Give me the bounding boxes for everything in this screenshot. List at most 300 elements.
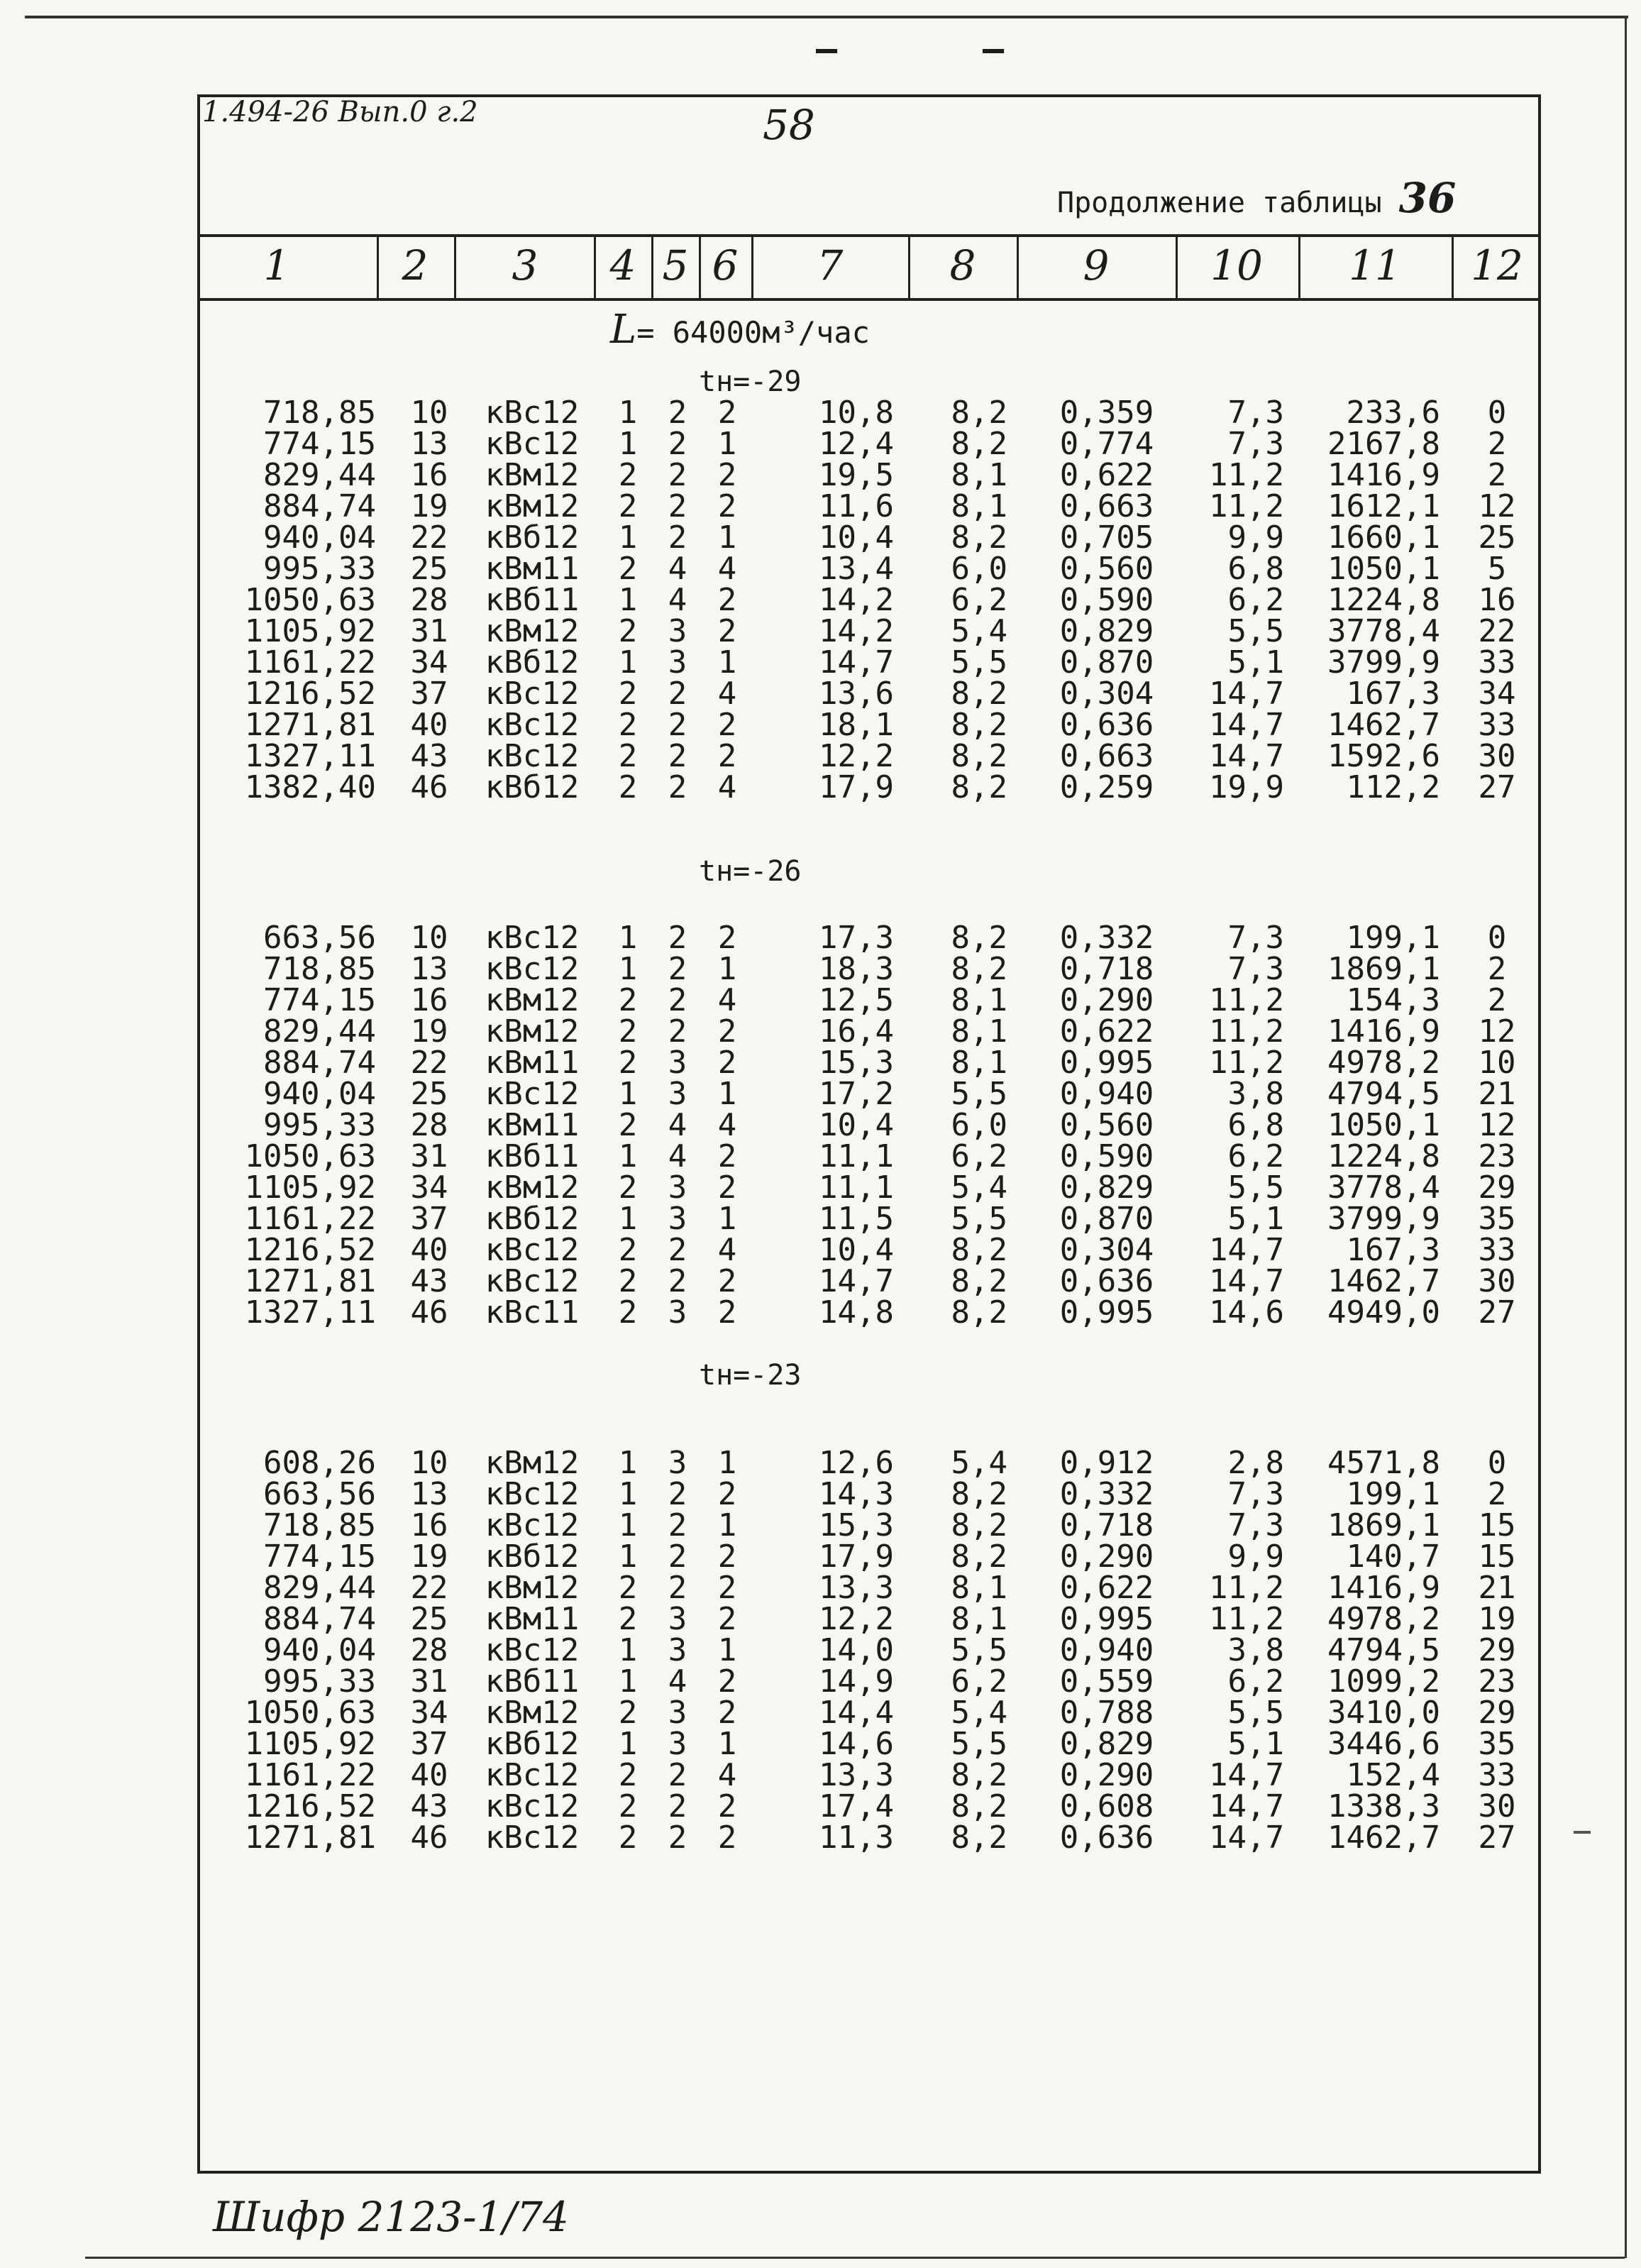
table-cell-col12: 12 (1478, 1013, 1516, 1050)
table-cell-col6: 1 (717, 644, 737, 681)
table-cell-col5: 2 (668, 738, 687, 774)
table-cell-col12: 33 (1478, 707, 1516, 743)
table-cell-col11: 3778,4 (1327, 1169, 1440, 1206)
table-cell-col5: 3 (668, 1045, 687, 1081)
table-cell-col10: 14,7 (1209, 1788, 1284, 1824)
table-cell-col8: 6,2 (951, 1663, 1007, 1700)
table-cell-col3: кВс12 (485, 1820, 580, 1856)
table-cell-col8: 8,1 (951, 1601, 1007, 1637)
column-header-10: 10 (1210, 241, 1263, 290)
header-bottom-rule (197, 298, 1541, 301)
table-cell-col5: 3 (668, 613, 687, 649)
table-cell-col2: 13 (410, 1476, 448, 1512)
table-cell-col10: 5,5 (1227, 1695, 1284, 1731)
table-cell-col4: 2 (618, 1757, 638, 1793)
table-cell-col4: 1 (618, 644, 638, 681)
table-cell-col3: кВм12 (485, 457, 580, 493)
table-cell-col4: 1 (618, 395, 638, 431)
table-cell-col10: 7,3 (1227, 951, 1284, 987)
table-cell-col5: 2 (668, 1570, 687, 1606)
table-cell-col12: 29 (1478, 1695, 1516, 1731)
table-cell-col7: 14,4 (819, 1695, 894, 1731)
table-cell-col4: 2 (618, 707, 638, 743)
column-divider (1452, 234, 1454, 298)
table-cell-col4: 2 (618, 676, 638, 712)
table-cell-col2: 22 (410, 1045, 448, 1081)
table-cell-col3: кВс12 (485, 1757, 580, 1793)
table-cell-col11: 4571,8 (1327, 1445, 1440, 1481)
table-cell-col9: 0,940 (1059, 1076, 1154, 1112)
table-cell-col11: 1416,9 (1327, 457, 1440, 493)
table-cell-col9: 0,560 (1059, 1107, 1154, 1143)
table-cell-col11: 1224,8 (1327, 1138, 1440, 1174)
table-cell-col9: 0,259 (1059, 769, 1154, 805)
table-cell-col2: 16 (410, 982, 448, 1018)
table-cell-col10: 6,2 (1227, 1138, 1284, 1174)
table-cell-col8: 8,2 (951, 1757, 1007, 1793)
table-cell-col6: 2 (717, 920, 737, 956)
table-cell-col11: 140,7 (1346, 1538, 1440, 1575)
table-cell-col6: 1 (717, 951, 737, 987)
table-cell-col6: 2 (717, 457, 737, 493)
table-cell-col9: 0,870 (1059, 1201, 1154, 1237)
table-cell-col1: 884,74 (263, 488, 376, 524)
table-cell-col5: 4 (668, 582, 687, 618)
table-cell-col4: 2 (618, 769, 638, 805)
table-cell-col4: 1 (618, 519, 638, 556)
table-cell-col5: 2 (668, 1538, 687, 1575)
table-cell-col4: 1 (618, 426, 638, 462)
table-cell-col2: 46 (410, 1294, 448, 1331)
table-cell-col7: 11,3 (819, 1820, 894, 1856)
table-cell-col9: 0,590 (1059, 582, 1154, 618)
table-cell-col3: кВб12 (485, 1201, 580, 1237)
page-border-top (25, 16, 1628, 18)
table-cell-col8: 8,1 (951, 1045, 1007, 1081)
table-cell-col8: 8,2 (951, 1476, 1007, 1512)
table-cell-col10: 11,2 (1209, 1045, 1284, 1081)
table-cell-col6: 2 (717, 1294, 737, 1331)
table-cell-col12: 27 (1478, 1294, 1516, 1331)
table-cell-col10: 7,3 (1227, 920, 1284, 956)
table-cell-col9: 0,829 (1059, 1726, 1154, 1762)
table-cell-col10: 7,3 (1227, 426, 1284, 462)
table-cell-col2: 34 (410, 1169, 448, 1206)
table-cell-col2: 37 (410, 676, 448, 712)
table-cell-col11: 1224,8 (1327, 582, 1440, 618)
scan-mark: — (983, 28, 1005, 70)
table-cell-col5: 2 (668, 1507, 687, 1543)
table-cell-col2: 40 (410, 1232, 448, 1268)
table-cell-col1: 663,56 (263, 920, 376, 956)
table-cell-col7: 18,3 (819, 951, 894, 987)
table-cell-col7: 14,0 (819, 1632, 894, 1668)
table-cell-col3: кВс12 (485, 426, 580, 462)
table-cell-col9: 0,590 (1059, 1138, 1154, 1174)
table-cell-col12: 21 (1478, 1076, 1516, 1112)
table-cell-col11: 233,6 (1346, 395, 1440, 431)
table-cell-col11: 199,1 (1346, 920, 1440, 956)
table-cell-col3: кВм11 (485, 1107, 580, 1143)
table-cell-col6: 2 (717, 1263, 737, 1299)
table-cell-col4: 2 (618, 613, 638, 649)
table-cell-col2: 28 (410, 582, 448, 618)
table-cell-col3: кВб12 (485, 644, 580, 681)
table-cell-col5: 2 (668, 457, 687, 493)
table-cell-col7: 17,9 (819, 769, 894, 805)
table-cell-col1: 940,04 (263, 1632, 376, 1668)
table-cell-col7: 11,1 (819, 1138, 894, 1174)
table-cell-col2: 28 (410, 1107, 448, 1143)
table-cell-col5: 4 (668, 1138, 687, 1174)
column-divider (1017, 234, 1019, 298)
scan-mark (1574, 1831, 1591, 1834)
table-cell-col9: 0,290 (1059, 1757, 1154, 1793)
table-cell-col4: 2 (618, 488, 638, 524)
table-cell-col12: 35 (1478, 1201, 1516, 1237)
table-cell-col9: 0,608 (1059, 1788, 1154, 1824)
table-cell-col11: 1462,7 (1327, 1820, 1440, 1856)
table-cell-col3: кВс12 (485, 1632, 580, 1668)
table-cell-col7: 14,2 (819, 613, 894, 649)
table-cell-col9: 0,622 (1059, 457, 1154, 493)
table-cell-col5: 2 (668, 1820, 687, 1856)
table-cell-col2: 37 (410, 1726, 448, 1762)
table-cell-col10: 5,1 (1227, 1201, 1284, 1237)
table-cell-col10: 5,1 (1227, 1726, 1284, 1762)
table-cell-col2: 10 (410, 1445, 448, 1481)
table-cell-col12: 35 (1478, 1726, 1516, 1762)
header-top-rule (197, 234, 1541, 237)
table-cell-col10: 6,2 (1227, 582, 1284, 618)
table-cell-col12: 2 (1487, 426, 1507, 462)
table-cell-col7: 12,6 (819, 1445, 894, 1481)
table-cell-col1: 1161,22 (244, 1201, 376, 1237)
table-cell-col11: 1416,9 (1327, 1570, 1440, 1606)
table-cell-col4: 1 (618, 1507, 638, 1543)
table-cell-col5: 3 (668, 1445, 687, 1481)
table-cell-col6: 4 (717, 1107, 737, 1143)
table-cell-col7: 10,8 (819, 395, 894, 431)
table-cell-col1: 995,33 (263, 1663, 376, 1700)
column-divider (377, 234, 379, 298)
table-cell-col4: 2 (618, 1232, 638, 1268)
table-cell-col12: 2 (1487, 457, 1507, 493)
table-cell-col12: 12 (1478, 1107, 1516, 1143)
table-cell-col10: 14,7 (1209, 707, 1284, 743)
table-cell-col9: 0,636 (1059, 1820, 1154, 1856)
table-cell-col5: 4 (668, 551, 687, 587)
table-cell-col9: 0,663 (1059, 488, 1154, 524)
table-cell-col5: 3 (668, 1294, 687, 1331)
table-cell-col7: 17,4 (819, 1788, 894, 1824)
table-cell-col7: 11,5 (819, 1201, 894, 1237)
table-cell-col7: 12,2 (819, 738, 894, 774)
table-cell-col1: 718,85 (263, 951, 376, 987)
table-cell-col9: 0,940 (1059, 1632, 1154, 1668)
table-cell-col4: 1 (618, 1726, 638, 1762)
table-cell-col12: 30 (1478, 1788, 1516, 1824)
table-cell-col7: 15,3 (819, 1507, 894, 1543)
table-cell-col3: кВм12 (485, 1169, 580, 1206)
table-cell-col10: 6,8 (1227, 1107, 1284, 1143)
table-cell-col9: 0,560 (1059, 551, 1154, 587)
table-cell-col2: 31 (410, 1663, 448, 1700)
table-cell-col9: 0,912 (1059, 1445, 1154, 1481)
table-cell-col8: 8,1 (951, 1570, 1007, 1606)
table-cell-col8: 8,2 (951, 707, 1007, 743)
table-cell-col10: 7,3 (1227, 1507, 1284, 1543)
table-cell-col12: 10 (1478, 1045, 1516, 1081)
table-cell-col11: 1869,1 (1327, 1507, 1440, 1543)
table-cell-col8: 8,2 (951, 395, 1007, 431)
table-cell-col10: 6,8 (1227, 551, 1284, 587)
table-cell-col9: 0,290 (1059, 1538, 1154, 1575)
table-cell-col9: 0,774 (1059, 426, 1154, 462)
table-cell-col5: 3 (668, 1169, 687, 1206)
table-cell-col6: 2 (717, 1138, 737, 1174)
table-cell-col5: 4 (668, 1107, 687, 1143)
table-cell-col11: 199,1 (1346, 1476, 1440, 1512)
section-label: tн=-29 (699, 365, 802, 398)
table-cell-col8: 6,2 (951, 1138, 1007, 1174)
table-cell-col7: 17,9 (819, 1538, 894, 1575)
table-cell-col2: 19 (410, 488, 448, 524)
table-cell-col5: 2 (668, 1232, 687, 1268)
table-cell-col1: 1327,11 (244, 1294, 376, 1331)
table-cell-col6: 2 (717, 1169, 737, 1206)
table-cell-col3: кВм12 (485, 982, 580, 1018)
table-cell-col3: кВс12 (485, 1076, 580, 1112)
column-header-8: 8 (949, 241, 976, 290)
table-cell-col5: 2 (668, 1788, 687, 1824)
column-header-5: 5 (662, 241, 689, 290)
table-cell-col8: 8,2 (951, 426, 1007, 462)
table-cell-col9: 0,788 (1059, 1695, 1154, 1731)
table-cell-col7: 16,4 (819, 1013, 894, 1050)
table-cell-col12: 22 (1478, 613, 1516, 649)
table-cell-col4: 1 (618, 1445, 638, 1481)
table-cell-col3: кВб11 (485, 1663, 580, 1700)
table-cell-col11: 1592,6 (1327, 738, 1440, 774)
table-cell-col8: 5,5 (951, 1726, 1007, 1762)
document-code: 1.494-26 Вып.0 г.2 (202, 96, 478, 128)
table-cell-col2: 31 (410, 1138, 448, 1174)
table-cell-col3: кВб12 (485, 1538, 580, 1575)
table-cell-col11: 154,3 (1346, 982, 1440, 1018)
section-label: tн=-23 (699, 1359, 802, 1392)
table-cell-col12: 0 (1487, 920, 1507, 956)
table-cell-col6: 4 (717, 1757, 737, 1793)
table-cell-col9: 0,636 (1059, 707, 1154, 743)
table-cell-col12: 21 (1478, 1570, 1516, 1606)
table-cell-col2: 16 (410, 457, 448, 493)
table-cell-col1: 774,15 (263, 426, 376, 462)
table-cell-col8: 5,5 (951, 1076, 1007, 1112)
table-cell-col1: 995,33 (263, 1107, 376, 1143)
table-cell-col3: кВм11 (485, 1601, 580, 1637)
table-cell-col1: 884,74 (263, 1045, 376, 1081)
table-cell-col12: 30 (1478, 738, 1516, 774)
table-cell-col10: 11,2 (1209, 1013, 1284, 1050)
table-cell-col6: 2 (717, 1663, 737, 1700)
table-cell-col2: 43 (410, 1263, 448, 1299)
table-cell-col8: 5,5 (951, 1632, 1007, 1668)
flow-symbol: L (610, 307, 637, 353)
table-cell-col12: 30 (1478, 1263, 1516, 1299)
column-divider (1176, 234, 1178, 298)
table-number: 36 (1398, 174, 1457, 222)
table-cell-col3: кВм12 (485, 1695, 580, 1731)
table-cell-col3: кВс12 (485, 1507, 580, 1543)
table-cell-col7: 12,5 (819, 982, 894, 1018)
table-cell-col8: 8,2 (951, 951, 1007, 987)
table-cell-col7: 13,6 (819, 676, 894, 712)
cipher-signature: Шифр 2123-1/74 (213, 2193, 569, 2241)
table-cell-col9: 0,995 (1059, 1294, 1154, 1331)
table-cell-col2: 31 (410, 613, 448, 649)
table-cell-col12: 27 (1478, 769, 1516, 805)
table-cell-col4: 2 (618, 1169, 638, 1206)
table-cell-col10: 6,2 (1227, 1663, 1284, 1700)
table-cell-col11: 167,3 (1346, 676, 1440, 712)
table-cell-col6: 2 (717, 582, 737, 618)
table-cell-col3: кВм12 (485, 1445, 580, 1481)
table-cell-col6: 4 (717, 1232, 737, 1268)
table-cell-col3: кВс12 (485, 1788, 580, 1824)
table-cell-col11: 2167,8 (1327, 426, 1440, 462)
table-cell-col8: 8,1 (951, 1013, 1007, 1050)
table-cell-col9: 0,718 (1059, 1507, 1154, 1543)
table-cell-col4: 2 (618, 1820, 638, 1856)
table-cell-col1: 1382,40 (244, 769, 376, 805)
table-cell-col8: 8,1 (951, 457, 1007, 493)
table-cell-col2: 43 (410, 738, 448, 774)
table-cell-col11: 1612,1 (1327, 488, 1440, 524)
table-cell-col8: 5,5 (951, 1201, 1007, 1237)
scan-mark: — (816, 28, 838, 70)
table-cell-col3: кВс12 (485, 951, 580, 987)
column-header-6: 6 (712, 241, 739, 290)
table-cell-col8: 5,5 (951, 644, 1007, 681)
table-cell-col12: 29 (1478, 1169, 1516, 1206)
table-cell-col11: 4949,0 (1327, 1294, 1440, 1331)
table-cell-col4: 1 (618, 1076, 638, 1112)
table-cell-col10: 2,8 (1227, 1445, 1284, 1481)
table-cell-col9: 0,290 (1059, 982, 1154, 1018)
page-border-bottom (85, 2257, 1625, 2259)
table-cell-col12: 19 (1478, 1601, 1516, 1637)
table-cell-col1: 1216,52 (244, 676, 376, 712)
table-cell-col12: 34 (1478, 676, 1516, 712)
table-cell-col10: 9,9 (1227, 1538, 1284, 1575)
table-cell-col12: 16 (1478, 582, 1516, 618)
table-cell-col11: 3410,0 (1327, 1695, 1440, 1731)
table-cell-col3: кВс12 (485, 738, 580, 774)
table-cell-col2: 46 (410, 769, 448, 805)
table-cell-col7: 13,3 (819, 1757, 894, 1793)
table-cell-col8: 8,2 (951, 1820, 1007, 1856)
table-cell-col6: 2 (717, 1695, 737, 1731)
table-cell-col6: 1 (717, 1632, 737, 1668)
column-header-2: 2 (402, 241, 429, 290)
table-cell-col8: 5,4 (951, 613, 1007, 649)
table-cell-col12: 2 (1487, 951, 1507, 987)
table-cell-col2: 13 (410, 426, 448, 462)
table-cell-col9: 0,829 (1059, 1169, 1154, 1206)
table-cell-col6: 1 (717, 1726, 737, 1762)
table-cell-col12: 5 (1487, 551, 1507, 587)
table-cell-col6: 2 (717, 1601, 737, 1637)
table-cell-col12: 0 (1487, 1445, 1507, 1481)
table-cell-col7: 10,4 (819, 1232, 894, 1268)
table-cell-col6: 2 (717, 1570, 737, 1606)
table-cell-col9: 0,705 (1059, 519, 1154, 556)
table-cell-col6: 2 (717, 1476, 737, 1512)
table-cell-col1: 995,33 (263, 551, 376, 587)
table-cell-col6: 1 (717, 426, 737, 462)
table-cell-col11: 4794,5 (1327, 1076, 1440, 1112)
table-cell-col1: 1161,22 (244, 644, 376, 681)
table-cell-col5: 2 (668, 982, 687, 1018)
table-cell-col3: кВс12 (485, 920, 580, 956)
continuation-caption (1057, 174, 1456, 222)
table-cell-col3: кВс12 (485, 395, 580, 431)
table-cell-col8: 8,2 (951, 920, 1007, 956)
flow-value: = 64000м³/час (636, 315, 870, 350)
table-cell-col9: 0,636 (1059, 1263, 1154, 1299)
table-cell-col2: 16 (410, 1507, 448, 1543)
table-cell-col12: 25 (1478, 519, 1516, 556)
table-cell-col10: 14,7 (1209, 738, 1284, 774)
table-cell-col9: 0,332 (1059, 920, 1154, 956)
table-cell-col7: 15,3 (819, 1045, 894, 1081)
table-cell-col5: 3 (668, 1201, 687, 1237)
table-cell-col12: 0 (1487, 395, 1507, 431)
table-cell-col10: 3,8 (1227, 1632, 1284, 1668)
table-cell-col10: 11,2 (1209, 982, 1284, 1018)
table-cell-col10: 5,5 (1227, 613, 1284, 649)
table-cell-col9: 0,829 (1059, 613, 1154, 649)
table-cell-col6: 4 (717, 982, 737, 1018)
table-cell-col8: 8,2 (951, 676, 1007, 712)
table-cell-col3: кВм12 (485, 1013, 580, 1050)
table-cell-col11: 4978,2 (1327, 1601, 1440, 1637)
table-cell-col7: 19,5 (819, 457, 894, 493)
table-cell-col7: 14,8 (819, 1294, 894, 1331)
column-divider (908, 234, 910, 298)
table-cell-col3: кВс12 (485, 676, 580, 712)
table-cell-col10: 14,6 (1209, 1294, 1284, 1331)
table-cell-col6: 2 (717, 738, 737, 774)
table-cell-col2: 19 (410, 1013, 448, 1050)
table-cell-col1: 1216,52 (244, 1232, 376, 1268)
table-cell-col7: 17,3 (819, 920, 894, 956)
table-cell-col6: 2 (717, 1538, 737, 1575)
table-cell-col11: 1869,1 (1327, 951, 1440, 987)
table-cell-col6: 1 (717, 1076, 737, 1112)
table-cell-col10: 5,5 (1227, 1169, 1284, 1206)
table-cell-col12: 23 (1478, 1138, 1516, 1174)
section-label: tн=-26 (699, 855, 802, 888)
table-cell-col5: 2 (668, 1263, 687, 1299)
table-cell-col2: 25 (410, 1076, 448, 1112)
column-header-9: 9 (1083, 241, 1110, 290)
table-cell-col3: кВб12 (485, 769, 580, 805)
table-cell-col4: 2 (618, 738, 638, 774)
table-cell-col9: 0,995 (1059, 1601, 1154, 1637)
table-cell-col3: кВс12 (485, 1476, 580, 1512)
